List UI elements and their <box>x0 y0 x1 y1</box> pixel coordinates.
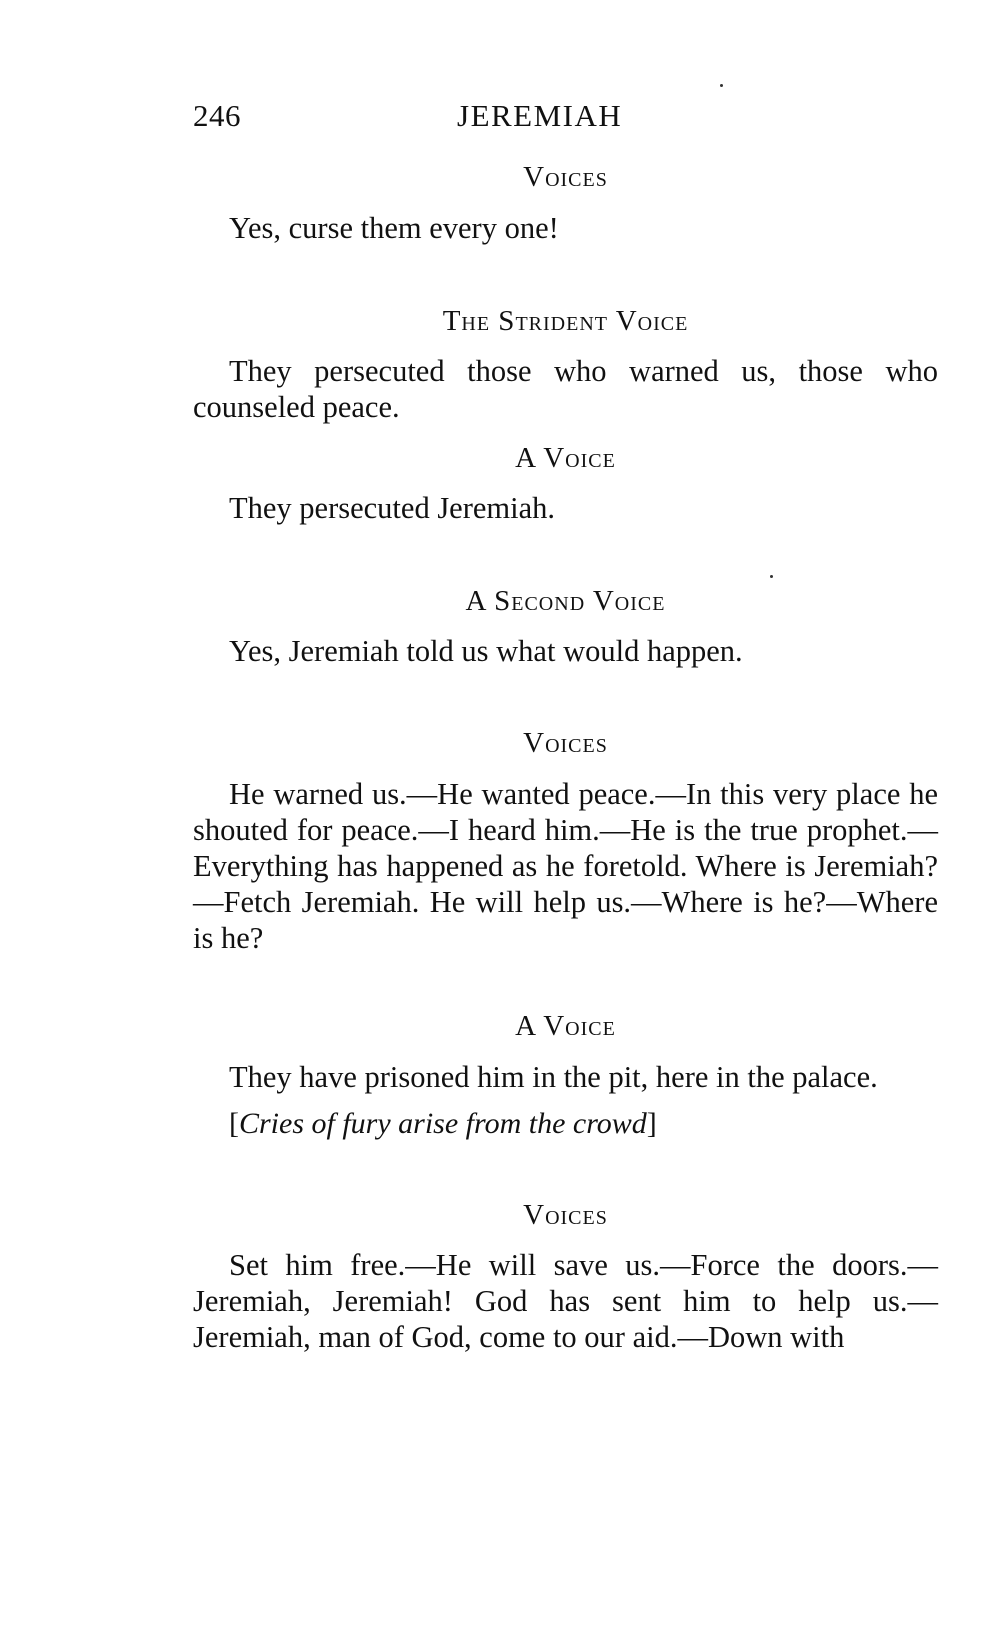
stage-direction: [Cries of fury arise from the crowd] <box>229 1107 657 1140</box>
speaker-name: Voices <box>523 1199 608 1231</box>
speech-text: They persecuted Jeremiah. <box>229 491 556 525</box>
speech-text: Yes, Jeremiah told us what would happen. <box>229 634 743 668</box>
speaker-name: Voices <box>523 161 608 193</box>
speaker-name: A Voice <box>515 442 616 474</box>
stage-direction-text: Cries of fury arise from the crowd <box>239 1107 647 1140</box>
speech-text: Yes, curse them every one! <box>229 211 559 245</box>
speech-text: They persecuted those who warned us, those who counseled peace. <box>193 354 938 424</box>
speaker-name: A Second Voice <box>465 585 666 617</box>
speech-text: Set him free.—He will save us.—Force the doors.—Jeremiah, Jeremiah! God has sent him to help us.—Jeremiah, man of God, come to our aid.—Down with <box>193 1248 938 1354</box>
page-header <box>193 98 938 138</box>
speaker-name: The Strident Voice <box>442 305 689 337</box>
speaker-name: Voices <box>523 727 608 759</box>
speaker-name: A Voice <box>515 1010 616 1042</box>
speech-text: They have prisoned him in the pit, here in the palace. <box>229 1060 878 1094</box>
speech-text: He warned us.—He wanted peace.—In this very place he shouted for peace.—I heard him.—He is the true prophet.—Everything has happened as he foretold. Where is Jeremiah?—Fetch Jeremiah. He will help us.—Where is he?—Where is he? <box>193 777 938 955</box>
print-speck <box>770 575 773 578</box>
running-title: JEREMIAH <box>457 98 623 133</box>
page-number: 246 <box>193 98 241 133</box>
print-speck <box>720 84 723 87</box>
